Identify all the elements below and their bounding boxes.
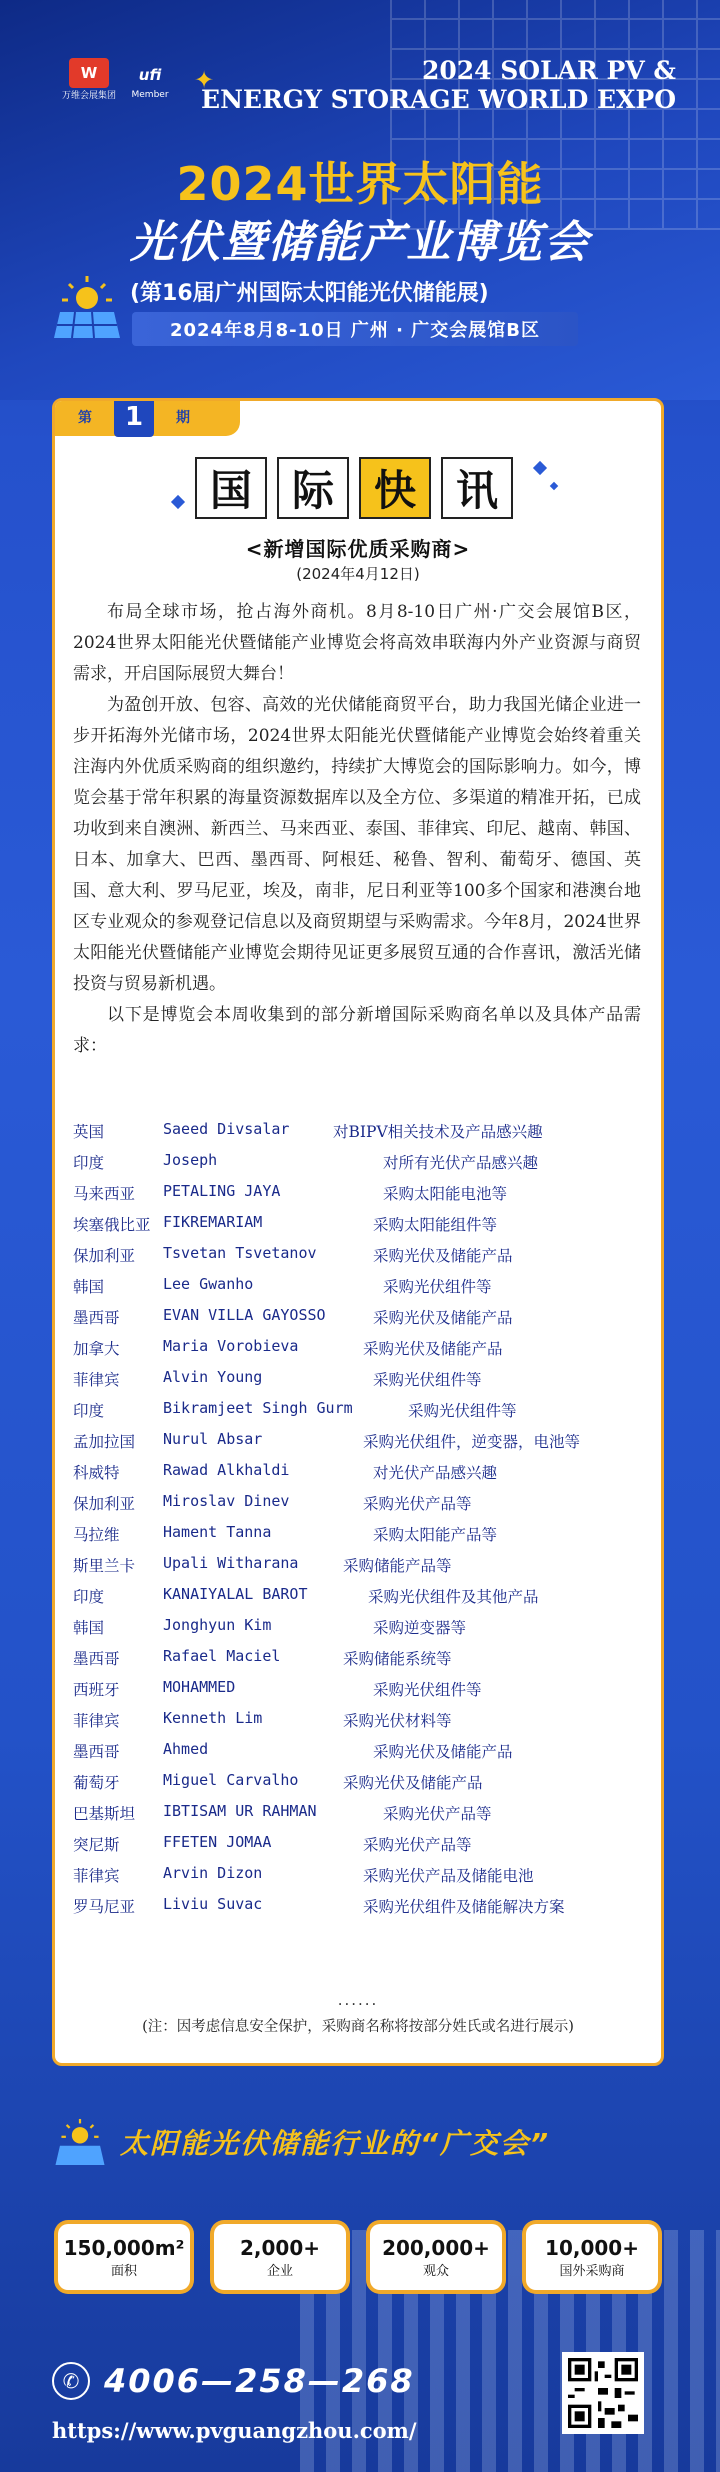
buyer-need: 采购储能系统等 (343, 1650, 452, 1668)
buyer-need: 采购光伏材料等 (343, 1712, 452, 1730)
buyer-row (73, 1395, 643, 1426)
buyer-country: 埃塞俄比亚 (73, 1216, 151, 1234)
ufi-logo (130, 60, 170, 100)
ufi-logo-mark: ufi (138, 65, 162, 84)
news-title-char: 国 (195, 457, 267, 519)
buyer-row (73, 1240, 643, 1271)
buyer-need: 采购太阳能电池等 (383, 1185, 508, 1203)
news-date: (2024年4月12日) (296, 565, 420, 583)
buyer-need: 对所有光伏产品感兴趣 (383, 1154, 539, 1172)
buyer-country: 斯里兰卡 (73, 1557, 136, 1575)
buyer-name: Arvin Dizon (163, 1864, 263, 1882)
buyer-row (73, 1364, 643, 1395)
buyer-row (73, 1178, 643, 1209)
buyer-row (73, 1798, 643, 1829)
buyer-row (73, 1333, 643, 1364)
date-venue-bar: 2024年8月8-10日 广州 · 广交会展馆B区 (132, 312, 578, 346)
buyer-need: 对光伏产品感兴趣 (373, 1464, 498, 1482)
buyer-country: 墨西哥 (73, 1743, 120, 1761)
buyer-need: 采购太阳能产品等 (373, 1526, 498, 1544)
buyer-name: Rafael Maciel (163, 1647, 281, 1665)
buyer-name: Miguel Carvalho (163, 1771, 299, 1789)
news-title-char: 讯 (441, 457, 513, 519)
buyer-country: 印度 (73, 1154, 105, 1172)
slogan-row (52, 2116, 550, 2168)
buyer-need: 采购逆变器等 (373, 1619, 467, 1637)
buyer-country: 葡萄牙 (73, 1774, 120, 1792)
sparkle-icon (550, 482, 558, 490)
buyer-need: 采购储能产品等 (343, 1557, 452, 1575)
sparkle-icon (533, 461, 547, 475)
buyer-row (73, 1829, 643, 1860)
stat-exhibitors (210, 2220, 350, 2294)
buyer-country: 加拿大 (73, 1340, 120, 1358)
buyer-country: 巴基斯坦 (73, 1805, 136, 1823)
stat-value: 10,000+ (545, 2235, 639, 2260)
buyer-name: MOHAMMED (163, 1678, 236, 1696)
buyer-need: 采购光伏产品及储能电池 (363, 1867, 534, 1885)
article-body (73, 597, 641, 1062)
buyer-need: 采购光伏及储能产品 (373, 1247, 513, 1265)
buyer-country: 韩国 (73, 1619, 105, 1637)
stat-area (54, 2220, 194, 2294)
news-card (52, 398, 664, 2066)
buyer-name: Joseph (163, 1151, 218, 1169)
sun-solar-icon (52, 272, 122, 342)
buyer-row (73, 1488, 643, 1519)
wanwei-logo-mark: W (69, 58, 109, 88)
buyer-name: Alvin Young (163, 1368, 263, 1386)
issue-prefix: 第 (78, 410, 92, 426)
expo-title-line1: 2024世界太阳能 (176, 157, 544, 211)
buyer-list (73, 1116, 643, 1922)
buyer-name: Liviu Suvac (163, 1895, 263, 1913)
buyer-need: 采购光伏组件等 (373, 1371, 482, 1389)
buyer-country: 突尼斯 (73, 1836, 120, 1854)
news-title-char-highlight: 快 (359, 457, 431, 519)
buyer-need: 采购光伏组件等 (408, 1402, 517, 1420)
buyer-name: Upali Witharana (163, 1554, 299, 1572)
wanwei-logo (62, 58, 116, 101)
privacy-note: (注：因考虑信息安全保护，采购商名称将按部分姓氏或名进行展示) (142, 2019, 574, 2035)
buyer-row (73, 1426, 643, 1457)
buyer-need: 采购光伏组件及储能解决方案 (363, 1898, 565, 1916)
buyer-row (73, 1519, 643, 1550)
buyer-country: 英国 (73, 1123, 105, 1141)
sparkle-icon (171, 495, 185, 509)
issue-suffix: 期 (176, 410, 190, 426)
website-link[interactable]: https://www.pvguangzhou.com/ (52, 2418, 417, 2443)
buyer-row (73, 1147, 643, 1178)
stat-value: 2,000+ (239, 2235, 321, 2260)
buyer-row (73, 1209, 643, 1240)
buyer-need: 采购光伏产品等 (383, 1805, 492, 1823)
buyer-need: 采购光伏组件，逆变器，电池等 (363, 1433, 581, 1451)
news-subtitle: <新增国际优质采购商> (245, 537, 471, 561)
buyer-need: 采购光伏组件等 (373, 1681, 482, 1699)
buyer-country: 菲律宾 (73, 1371, 120, 1389)
buyer-name: Saeed Divsalar (163, 1120, 290, 1138)
buyer-name: Bikramjeet Singh Gurm (163, 1399, 353, 1417)
buyer-row (73, 1612, 643, 1643)
stat-label: 国外采购商 (559, 2263, 625, 2279)
buyer-need: 采购光伏产品等 (363, 1836, 472, 1854)
buyer-country: 科威特 (73, 1464, 120, 1482)
sun-solar-icon (52, 2116, 108, 2168)
buyer-country: 墨西哥 (73, 1650, 120, 1668)
buyer-row (73, 1302, 643, 1333)
stats-row (54, 2220, 662, 2294)
buyer-country: 印度 (73, 1588, 105, 1606)
buyer-name: PETALING JAYA (163, 1182, 281, 1200)
buyer-country: 菲律宾 (73, 1712, 120, 1730)
phone-icon: ✆ (52, 2362, 90, 2400)
buyer-row (73, 1457, 643, 1488)
wanwei-logo-caption: 万维会展集团 (62, 91, 117, 101)
buyer-row (73, 1860, 643, 1891)
buyer-country: 罗马尼亚 (73, 1898, 136, 1916)
stat-buyers (522, 2220, 662, 2294)
buyer-country: 马拉维 (73, 1526, 120, 1544)
buyer-country: 孟加拉国 (73, 1433, 136, 1451)
qr-code[interactable] (562, 2352, 644, 2434)
buyer-name: Hament Tanna (163, 1523, 272, 1541)
buyer-row (73, 1674, 643, 1705)
buyer-need: 采购光伏及储能产品 (373, 1743, 513, 1761)
phone-number[interactable]: 4006—258—268 (104, 2362, 415, 2400)
stat-label: 观众 (422, 2263, 449, 2279)
expo-english-title (201, 56, 676, 114)
buyer-country: 保加利亚 (73, 1247, 136, 1265)
expo-english-line2: ENERGY STORAGE WORLD EXPO (201, 85, 676, 114)
buyer-country: 保加利亚 (73, 1495, 136, 1513)
buyer-name: Ahmed (163, 1740, 209, 1758)
buyer-need: 采购光伏及储能产品 (363, 1340, 503, 1358)
stat-label: 面积 (110, 2263, 137, 2279)
buyer-row (73, 1705, 643, 1736)
buyer-row (73, 1767, 643, 1798)
news-title-char: 际 (277, 457, 349, 519)
expo-subtitle: (第16届广州国际太阳能光伏储能展) (130, 281, 489, 306)
buyer-row (73, 1736, 643, 1767)
buyer-need: 对BIPV相关技术及产品感兴趣 (333, 1123, 543, 1141)
buyer-name: Tsvetan Tsvetanov (163, 1244, 317, 1262)
stat-value: 200,000+ (382, 2235, 490, 2260)
paragraph: 布局全球市场，抢占海外商机。8月8-10日广州·广交会展馆B区，2024世界太阳能光伏暨储能产业博览会将高效串联海内外产业资源与商贸需求，开启国际展贸大舞台！ (73, 602, 641, 684)
buyer-need: 采购光伏及储能产品 (373, 1309, 513, 1327)
paragraph: 为盈创开放、包容、高效的光伏储能商贸平台，助力我国光储企业进一步开拓海外光储市场，2024世界太阳能光伏暨储能产业博览会始终着重关注海内外优质采购商的组织邀约，持续扩大博览会的国际影响力。如今，博览会基于常年积累的海量资源数据库以及全方位、多渠道的精准开拓，已成功收到来自澳洲、新西兰、马来西亚、泰国、菲律宾、印尼、越南、韩国、日本、加拿大、巴西、墨西哥、阿根廷、秘鲁、智利、葡萄牙、德国、英国、意大利、罗马尼亚，埃及，南非，尼日利亚等100多个国家和港澳台地区专业观众的参观登记信息以及商贸期望与采购需求。今年8月，2024世界太阳能光伏暨储能产业博览会期待见证更多展贸互通的合作喜讯，激活光储投资与贸易新机遇。 (73, 695, 641, 994)
buyer-need: 采购光伏组件及其他产品 (368, 1588, 539, 1606)
issue-number: 1 (114, 398, 154, 437)
buyer-country: 西班牙 (73, 1681, 120, 1699)
buyer-name: EVAN VILLA GAYOSSO (163, 1306, 326, 1324)
buyer-country: 菲律宾 (73, 1867, 120, 1885)
buyer-row (73, 1116, 643, 1147)
buyer-country: 印度 (73, 1402, 105, 1420)
buyer-name: Maria Vorobieva (163, 1337, 299, 1355)
expo-title-line2: 光伏暨储能产业博览会 (130, 217, 590, 268)
stat-value: 150,000m² (63, 2235, 185, 2260)
buyer-country: 韩国 (73, 1278, 105, 1296)
buyer-row (73, 1891, 643, 1922)
ufi-logo-caption: Member (131, 89, 169, 100)
buyer-country: 马来西亚 (73, 1185, 136, 1203)
logo-row (62, 58, 224, 101)
stat-visitors (366, 2220, 506, 2294)
buyer-name: Miroslav Dinev (163, 1492, 290, 1510)
buyer-need: 采购太阳能组件等 (373, 1216, 498, 1234)
buyer-name: Jonghyun Kim (163, 1616, 272, 1634)
buyer-name: IBTISAM UR RAHMAN (163, 1802, 317, 1820)
buyer-name: Kenneth Lim (163, 1709, 263, 1727)
buyer-row (73, 1581, 643, 1612)
buyer-name: Nurul Absar (163, 1430, 263, 1448)
stat-label: 企业 (266, 2263, 293, 2279)
buyer-name: KANAIYALAL BAROT (163, 1585, 308, 1603)
slogan: 太阳能光伏储能行业的“广交会” (120, 2127, 551, 2160)
buyer-country: 墨西哥 (73, 1309, 120, 1327)
buyer-name: Rawad Alkhaldi (163, 1461, 290, 1479)
buyer-need: 采购光伏及储能产品 (343, 1774, 483, 1792)
buyer-name: FFETEN JOMAA (163, 1833, 272, 1851)
paragraph: 以下是博览会本周收集到的部分新增国际采购商名单以及具体产品需求： (73, 1005, 641, 1056)
expo-english-line1: 2024 SOLAR PV & (421, 56, 676, 85)
ellipsis: ...... (337, 1991, 379, 2009)
partner-logo-mark: ✦ (193, 65, 215, 94)
buyer-row (73, 1550, 643, 1581)
issue-badge (52, 398, 240, 436)
news-title (195, 457, 513, 519)
buyer-need: 采购光伏组件等 (383, 1278, 492, 1296)
buyer-name: Lee Gwanho (163, 1275, 254, 1293)
buyer-need: 采购光伏产品等 (363, 1495, 472, 1513)
buyer-name: FIKREMARIAM (163, 1213, 263, 1231)
buyer-row (73, 1271, 643, 1302)
hotline[interactable] (52, 2362, 415, 2400)
buyer-row (73, 1643, 643, 1674)
